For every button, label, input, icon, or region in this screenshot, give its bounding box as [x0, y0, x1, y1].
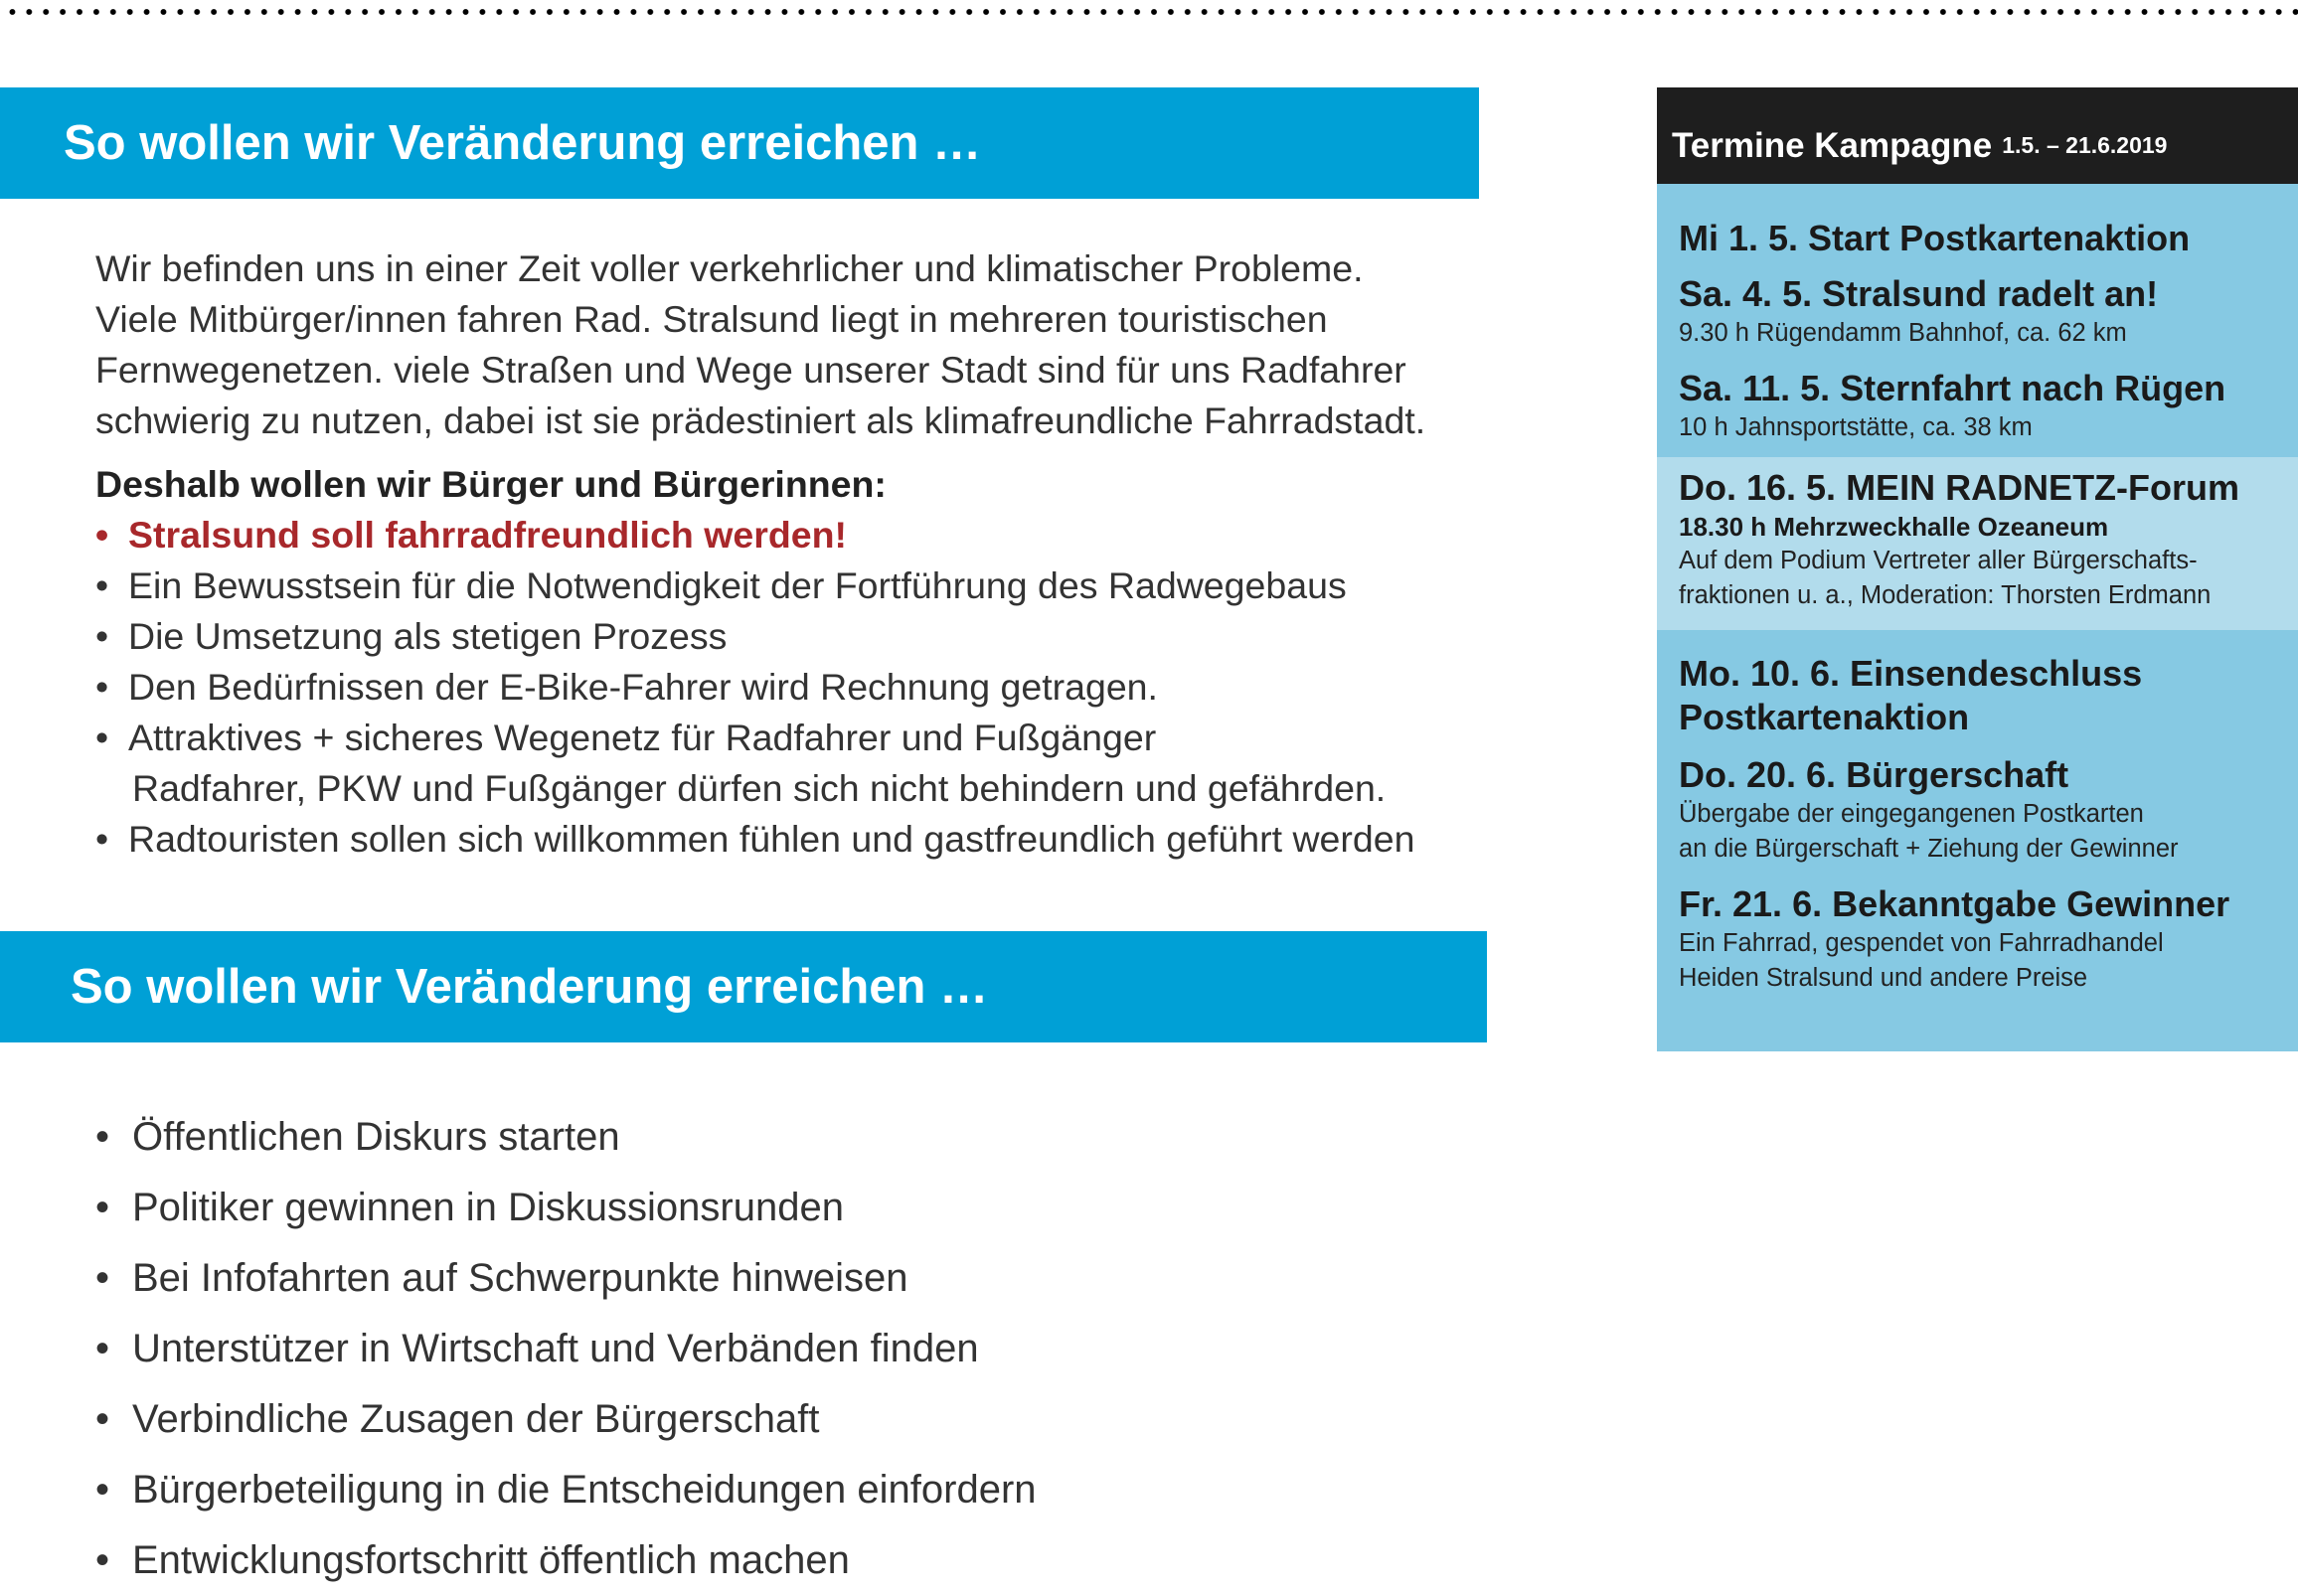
- intro-line: Viele Mitbürger/innen fahren Rad. Stralsund liegt in mehreren touristischen: [95, 298, 1328, 340]
- event-detail: 10 h Jahnsportstätte, ca. 38 km: [1679, 413, 2033, 441]
- event-item: [1679, 466, 2239, 613]
- list-item: [95, 1243, 1487, 1314]
- bullet: •: [95, 615, 109, 657]
- event-item: [1679, 652, 2142, 739]
- list-item: [95, 1455, 1487, 1525]
- event-detail: Übergabe der eingegangenen Postkarten: [1679, 800, 2144, 828]
- list-item-text: Entwicklungsfortschritt öffentlich machen: [132, 1538, 850, 1582]
- event-title: Sa. 11. 5. Sternfahrt nach Rügen: [1679, 368, 2226, 408]
- event-title: Do. 20. 6. Bürgerschaft: [1679, 754, 2069, 795]
- event-item: [1679, 882, 2229, 996]
- list-item: [95, 1525, 1487, 1596]
- intro-line: schwierig zu nutzen, dabei ist sie prädestiniert als klimafreundliche Fahrradstadt.: [95, 399, 1426, 441]
- list-item-text: Bürgerbeteiligung in die Entscheidungen einfordern: [132, 1468, 1037, 1512]
- panel-title: Termine Kampagne: [1672, 125, 1993, 165]
- event-item: [1679, 272, 2158, 351]
- event-title: Postkartenaktion: [1679, 697, 1970, 737]
- event-detail: Auf dem Podium Vertreter aller Bürgerschafts-: [1679, 547, 2198, 574]
- bullet: •: [95, 1538, 110, 1582]
- event-detail: Heiden Stralsund und andere Preise: [1679, 964, 2088, 992]
- list-item: [95, 1173, 1487, 1243]
- list-item: [95, 662, 1507, 713]
- section-2-banner: [0, 931, 1487, 1042]
- section-1-banner: [0, 87, 1479, 199]
- list-item-text: Die Umsetzung als stetigen Prozess: [128, 615, 728, 657]
- section-1-title: So wollen wir Veränderung erreichen …: [64, 116, 982, 170]
- list-item-text: Bei Infofahrten auf Schwerpunkte hinweisen: [132, 1256, 908, 1300]
- event-detail: Ein Fahrrad, gespendet von Fahrradhandel: [1679, 929, 2164, 957]
- event-item: [1679, 753, 2179, 867]
- list-item-text: Ein Bewusstsein für die Notwendigkeit der Fortführung des Radwegebaus: [128, 564, 1347, 606]
- panel-header: [1657, 87, 2298, 184]
- bullet: •: [95, 514, 109, 556]
- bullet: •: [95, 564, 109, 606]
- panel-period: 1.5. – 21.6.2019: [2002, 132, 2168, 158]
- bullet: •: [95, 1186, 110, 1229]
- list-item: [95, 1102, 1487, 1173]
- list-item: [95, 814, 1507, 865]
- bullet: •: [95, 1397, 110, 1441]
- list-item-text: Unterstützer in Wirtschaft und Verbänden finden: [132, 1327, 979, 1370]
- list-item: [95, 1314, 1487, 1384]
- dotted-divider: [0, 8, 2298, 16]
- bullet: •: [95, 666, 109, 708]
- list-item-text: Politiker gewinnen in Diskussionsrunden: [132, 1186, 844, 1229]
- list-item: [95, 560, 1507, 611]
- actions-list: [95, 1102, 1487, 1596]
- event-title: Do. 16. 5. MEIN RADNETZ-Forum: [1679, 467, 2240, 508]
- list-item-text: Radtouristen sollen sich willkommen fühlen und gastfreundlich geführt werden: [128, 818, 1415, 860]
- list-item-text: Verbindliche Zusagen der Bürgerschaft: [132, 1397, 820, 1441]
- demands-list: [95, 459, 1507, 865]
- event-title: Fr. 21. 6. Bekanntgabe Gewinner: [1679, 883, 2230, 924]
- bullet: •: [95, 717, 109, 758]
- event-detail: fraktionen u. a., Moderation: Thorsten Erdmann: [1679, 581, 2212, 609]
- event-detail: 9.30 h Rügendamm Bahnhof, ca. 62 km: [1679, 319, 2127, 347]
- list-item-text: Öffentlichen Diskurs starten: [132, 1115, 620, 1159]
- event-title: Sa. 4. 5. Stralsund radelt an!: [1679, 273, 2159, 314]
- list-item-text: Den Bedürfnissen der E-Bike-Fahrer wird Rechnung getragen.: [128, 666, 1158, 708]
- bullet: •: [95, 1468, 110, 1512]
- list-item-highlight: [95, 510, 1507, 560]
- list-item-continuation: Radfahrer, PKW und Fußgänger dürfen sich nicht behindern und gefährden.: [132, 767, 1387, 809]
- event-item: [1679, 217, 2190, 260]
- event-title: Mi 1. 5. Start Postkartenaktion: [1679, 218, 2191, 258]
- section-2-title: So wollen wir Veränderung erreichen …: [71, 960, 989, 1014]
- event-subtitle: 18.30 h Mehrzweckhalle Ozeaneum: [1679, 512, 2109, 542]
- event-title: Mo. 10. 6. Einsendeschluss: [1679, 653, 2143, 694]
- bullet: •: [95, 818, 109, 860]
- intro-line: Fernwegenetzen. viele Straßen und Wege unserer Stadt sind für uns Radfahrer: [95, 349, 1406, 391]
- demands-heading: Deshalb wollen wir Bürger und Bürgerinnen:: [95, 463, 887, 505]
- bullet: •: [95, 1256, 110, 1300]
- event-detail: an die Bürgerschaft + Ziehung der Gewinner: [1679, 835, 2179, 863]
- list-item: [95, 713, 1507, 763]
- intro-line: Wir befinden uns in einer Zeit voller verkehrlicher und klimatischer Probleme.: [95, 247, 1364, 289]
- event-item: [1679, 367, 2225, 445]
- list-item-text: Stralsund soll fahrradfreundlich werden!: [128, 514, 848, 556]
- list-item: [95, 611, 1507, 662]
- list-item: [95, 1384, 1487, 1455]
- bullet: •: [95, 1115, 110, 1159]
- bullet: •: [95, 1327, 110, 1370]
- list-item-text: Attraktives + sicheres Wegenetz für Radfahrer und Fußgänger: [128, 717, 1157, 758]
- intro-paragraph: [95, 243, 1487, 446]
